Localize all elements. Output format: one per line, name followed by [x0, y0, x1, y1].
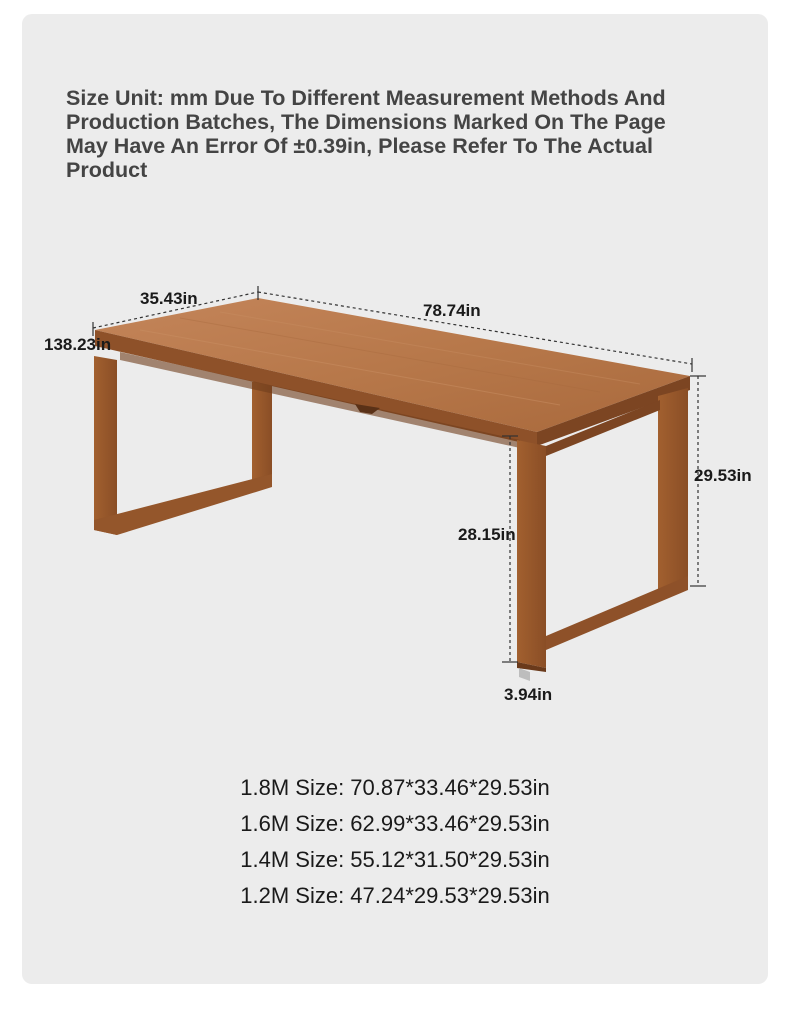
leg-height-label: 28.15in	[458, 525, 516, 544]
leg-width-label: 3.94in	[504, 685, 553, 704]
size-disclaimer: Size Unit: mm Due To Different Measurement Methods And Production Batches, The Dimensions Marked On The Page May Have An Error Of ±0.39in, Please Refer To The Actual Product	[66, 86, 666, 182]
size-item-1-6m: 1.6M Size: 62.99*33.46*29.53in	[240, 811, 550, 836]
size-item-1-4m: 1.4M Size: 55.12*31.50*29.53in	[240, 847, 550, 872]
left-edge-label: 138.23in	[44, 335, 112, 354]
depth-label: 35.43in	[140, 289, 198, 308]
height-label: 29.53in	[694, 466, 752, 485]
length-label: 78.74in	[423, 301, 481, 320]
size-item-1-2m: 1.2M Size: 47.24*29.53*29.53in	[240, 883, 550, 908]
size-item-1-8m: 1.8M Size: 70.87*33.46*29.53in	[240, 775, 550, 800]
size-list	[0, 770, 790, 914]
